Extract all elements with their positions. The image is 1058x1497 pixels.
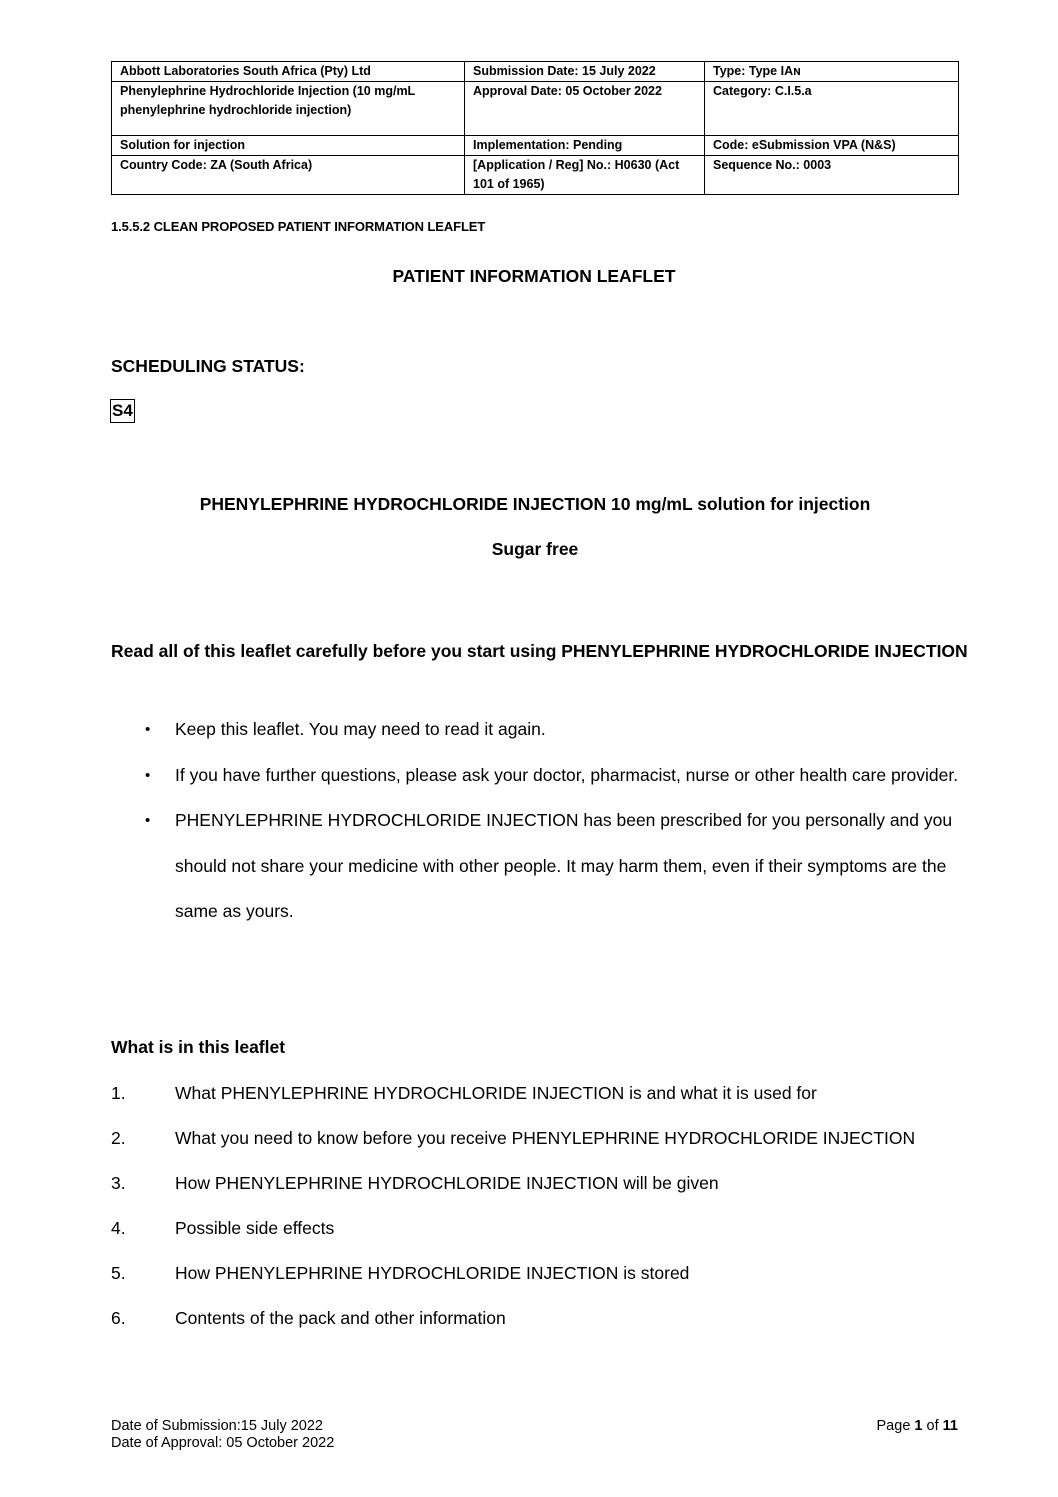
bullet-icon: • [145,721,151,738]
list-item-text: What you need to know before you receive PHENYLEPHRINE HYDROCHLORIDE INJECTION [175,1128,916,1148]
table-cell: Code: eSubmission VPA (N&S) [705,136,959,156]
list-item-number: 5. [111,1263,126,1283]
list-item [111,753,971,799]
table-row [112,156,959,195]
list-item [111,707,971,753]
table-row [112,62,959,82]
list-item-text: How PHENYLEPHRINE HYDROCHLORIDE INJECTION will be given [175,1173,719,1193]
table-cell: Phenylephrine Hydrochloride Injection (10 mg/mL phenylephrine hydrochloride injection) [112,82,465,136]
page-current: 1 [914,1418,923,1434]
list-item-text: PHENYLEPHRINE HYDROCHLORIDE INJECTION has been prescribed for you personally and you should not share your medicine with other people. It may harm them, even if their symptoms are the same as yours. [175,810,953,921]
table-cell: Sequence No.: 0003 [705,156,959,195]
table-cell: Category: C.I.5.a [705,82,959,136]
submission-date: Date of Submission:15 July 2022 [111,1418,323,1434]
table-cell: Approval Date: 05 October 2022 [465,82,705,136]
table-row [112,136,959,156]
list-item [111,1161,971,1206]
table-cell: [Application / Reg] No.: H0630 (Act 101 of 1965) [465,156,705,195]
table-cell: Country Code: ZA (South Africa) [112,156,465,195]
list-item [111,1071,971,1116]
list-item-text: Keep this leaflet. You may need to read it again. [175,719,546,739]
approval-date: Date of Approval: 05 October 2022 [111,1435,335,1451]
submission-header-table [111,61,959,195]
bullet-icon: • [145,812,151,829]
table-cell: Type: Type IAɴ [705,62,959,82]
product-title: PHENYLEPHRINE HYDROCHLORIDE INJECTION 10 mg/mL solution for injection [199,494,871,514]
leaflet-title: PATIENT INFORMATION LEAFLET [392,266,676,286]
list-item [111,1116,971,1161]
page-total: 11 [942,1418,958,1434]
advice-bullet-list [111,707,971,935]
page-label: Page [876,1418,911,1434]
contents-list [111,1071,971,1341]
read-leaflet-heading: Read all of this leaflet carefully before you start using PHENYLEPHRINE HYDROCHLORIDE INJECTION [111,641,968,661]
list-item-text: If you have further questions, please ask your doctor, pharmacist, nurse or other health care provider. [175,764,959,785]
table-cell: Submission Date: 15 July 2022 [465,62,705,82]
list-item-number: 3. [111,1173,126,1193]
page-of: of [926,1418,939,1434]
table-row [112,82,959,136]
table-cell: Abbott Laboratories South Africa (Pty) Ltd [112,62,465,82]
list-item [111,798,971,935]
list-item-text: How PHENYLEPHRINE HYDROCHLORIDE INJECTION is stored [175,1263,690,1283]
section-code-heading: 1.5.5.2 CLEAN PROPOSED PATIENT INFORMATION LEAFLET [111,219,486,234]
scheduling-status-badge: S4 [110,399,135,423]
list-item-text: Contents of the pack and other information [175,1308,506,1328]
list-item-text: Possible side effects [175,1218,335,1238]
footer-dates [111,1418,334,1452]
list-item-text: What PHENYLEPHRINE HYDROCHLORIDE INJECTION is and what it is used for [175,1083,817,1103]
list-item-number: 6. [111,1308,126,1328]
bullet-icon: • [145,766,151,784]
contents-heading: What is in this leaflet [111,1037,286,1057]
list-item-number: 2. [111,1128,126,1148]
list-item-number: 4. [111,1218,126,1238]
table-cell: Solution for injection [112,136,465,156]
page-number [877,1418,958,1435]
list-item [111,1296,971,1341]
list-item [111,1206,971,1251]
list-item-number: 1. [111,1083,126,1103]
sugar-free-label: Sugar free [491,539,579,559]
list-item [111,1251,971,1296]
table-cell: Implementation: Pending [465,136,705,156]
scheduling-status-label: SCHEDULING STATUS: [111,356,305,376]
